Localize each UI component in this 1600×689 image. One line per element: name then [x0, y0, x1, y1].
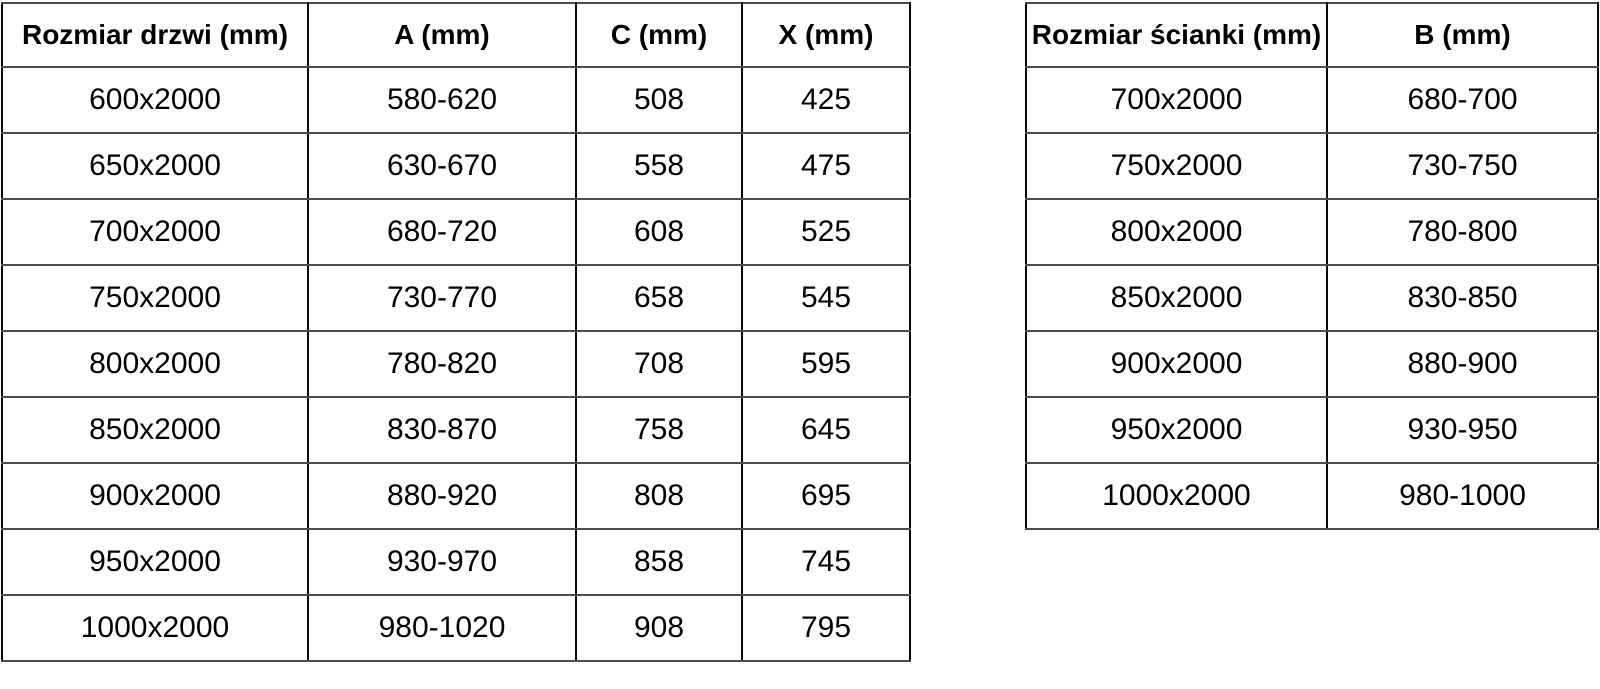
table-cell: 425 — [742, 67, 910, 133]
table-cell: 645 — [742, 397, 910, 463]
table-cell: 650x2000 — [2, 133, 308, 199]
table-cell: 750x2000 — [2, 265, 308, 331]
table-cell: 808 — [576, 463, 742, 529]
table-cell: 630-670 — [308, 133, 576, 199]
table-cell: 1000x2000 — [2, 595, 308, 661]
table-cell: 930-950 — [1327, 397, 1598, 463]
table-cell: 700x2000 — [1026, 67, 1327, 133]
table-row — [2, 199, 910, 265]
table-cell: 600x2000 — [2, 67, 308, 133]
table-cell: 1000x2000 — [1026, 463, 1327, 529]
table-cell: 950x2000 — [2, 529, 308, 595]
table-row — [2, 595, 910, 661]
table-cell: 780-800 — [1327, 199, 1598, 265]
table-cell: 900x2000 — [2, 463, 308, 529]
table-row — [1026, 463, 1598, 529]
table-cell: 580-620 — [308, 67, 576, 133]
table-cell: 908 — [576, 595, 742, 661]
table-row — [2, 331, 910, 397]
table-cell: 658 — [576, 265, 742, 331]
table-row — [2, 67, 910, 133]
table-cell: 930-970 — [308, 529, 576, 595]
column-header: Rozmiar drzwi (mm) — [2, 3, 308, 67]
table-cell: 475 — [742, 133, 910, 199]
table-cell: 800x2000 — [2, 331, 308, 397]
table-row — [2, 463, 910, 529]
table-cell: 858 — [576, 529, 742, 595]
table-cell: 850x2000 — [2, 397, 308, 463]
table-row — [1026, 199, 1598, 265]
table-cell: 525 — [742, 199, 910, 265]
table-cell: 850x2000 — [1026, 265, 1327, 331]
column-header: C (mm) — [576, 3, 742, 67]
table-cell: 800x2000 — [1026, 199, 1327, 265]
table-cell: 508 — [576, 67, 742, 133]
table-row — [1026, 265, 1598, 331]
table-cell: 830-850 — [1327, 265, 1598, 331]
table-cell: 745 — [742, 529, 910, 595]
table-row — [1026, 67, 1598, 133]
table-row — [2, 265, 910, 331]
column-header: B (mm) — [1327, 3, 1598, 67]
table-row — [2, 397, 910, 463]
table-cell: 730-750 — [1327, 133, 1598, 199]
table-cell: 608 — [576, 199, 742, 265]
table-row — [1026, 133, 1598, 199]
table-cell: 900x2000 — [1026, 331, 1327, 397]
table-cell: 780-820 — [308, 331, 576, 397]
table-cell: 880-900 — [1327, 331, 1598, 397]
table-cell: 880-920 — [308, 463, 576, 529]
table-cell: 700x2000 — [2, 199, 308, 265]
table-cell: 980-1000 — [1327, 463, 1598, 529]
door-size-table — [1, 2, 911, 662]
table-cell: 680-720 — [308, 199, 576, 265]
table-row — [1026, 397, 1598, 463]
table-cell: 545 — [742, 265, 910, 331]
table-cell: 758 — [576, 397, 742, 463]
table-cell: 695 — [742, 463, 910, 529]
table-cell: 795 — [742, 595, 910, 661]
table-cell: 595 — [742, 331, 910, 397]
table-row — [2, 529, 910, 595]
table-cell: 708 — [576, 331, 742, 397]
wall-panel-size-table — [1025, 2, 1599, 530]
table-cell: 980-1020 — [308, 595, 576, 661]
column-header: X (mm) — [742, 3, 910, 67]
table-cell: 730-770 — [308, 265, 576, 331]
table-cell: 680-700 — [1327, 67, 1598, 133]
header-row — [1026, 3, 1598, 67]
column-header: Rozmiar ścianki (mm) — [1026, 3, 1327, 67]
column-header: A (mm) — [308, 3, 576, 67]
table-cell: 950x2000 — [1026, 397, 1327, 463]
table-cell: 830-870 — [308, 397, 576, 463]
table-row — [2, 133, 910, 199]
header-row — [2, 3, 910, 67]
table-cell: 558 — [576, 133, 742, 199]
table-row — [1026, 331, 1598, 397]
table-cell: 750x2000 — [1026, 133, 1327, 199]
